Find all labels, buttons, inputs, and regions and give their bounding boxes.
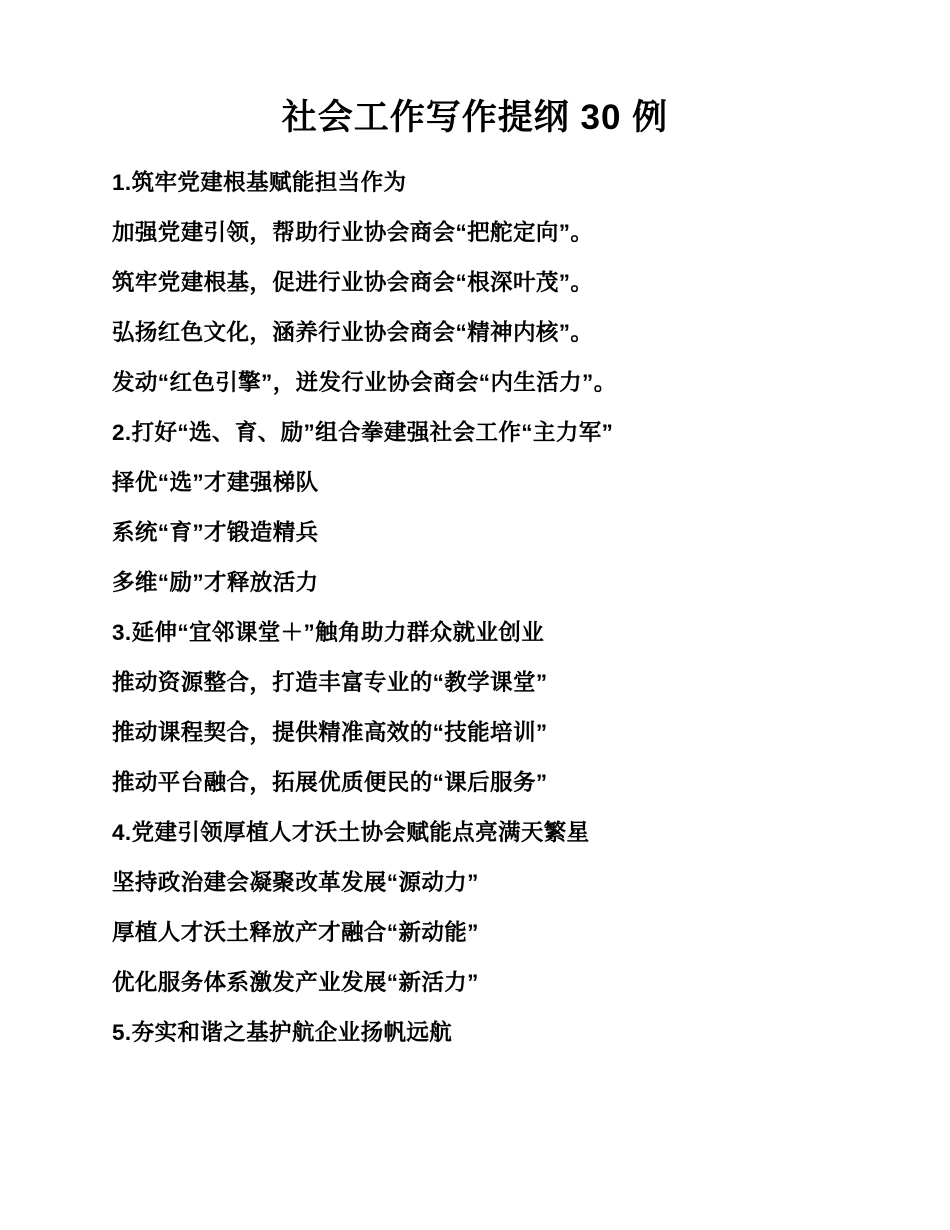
outline-subpoint: 坚持政治建会凝聚改革发展“源动力” <box>112 869 479 895</box>
outline-subpoint: 推动资源整合，打造丰富专业的“教学课堂” <box>112 669 548 695</box>
outline-subpoint: 加强党建引领，帮助行业协会商会“把舵定向”。 <box>112 219 594 245</box>
outline-heading: 3.延伸“宜邻课堂＋”触角助力群众就业创业 <box>112 619 545 645</box>
page-title: 社会工作写作提纲 30 例 <box>281 98 669 137</box>
outline-subpoint: 筑牢党建根基，促进行业协会商会“根深叶茂”。 <box>112 269 594 295</box>
outline-subpoint: 推动平台融合，拓展优质便民的“课后服务” <box>112 769 548 795</box>
outline-subpoint: 弘扬红色文化，涵养行业协会商会“精神内核”。 <box>112 319 594 345</box>
outline-subpoint: 厚植人才沃土释放产才融合“新动能” <box>112 919 479 945</box>
outline-heading: 2.打好“选、育、励”组合拳建强社会工作“主力军” <box>112 419 614 445</box>
outline-subpoint: 优化服务体系激发产业发展“新活力” <box>112 969 479 995</box>
outline-subpoint: 多维“励”才释放活力 <box>112 569 319 595</box>
document-body <box>112 158 838 1058</box>
outline-subpoint: 推动课程契合，提供精准高效的“技能培训” <box>112 719 548 745</box>
outline-heading: 4.党建引领厚植人才沃土协会赋能点亮满天繁星 <box>112 819 590 845</box>
outline-heading: 5.夯实和谐之基护航企业扬帆远航 <box>112 1019 453 1045</box>
outline-subpoint: 择优“选”才建强梯队 <box>112 469 319 495</box>
outline-subpoint: 系统“育”才锻造精兵 <box>112 519 319 545</box>
outline-heading: 1.筑牢党建根基赋能担当作为 <box>112 169 407 195</box>
outline-subpoint: 发动“红色引擎”，迸发行业协会商会“内生活力”。 <box>112 369 617 395</box>
